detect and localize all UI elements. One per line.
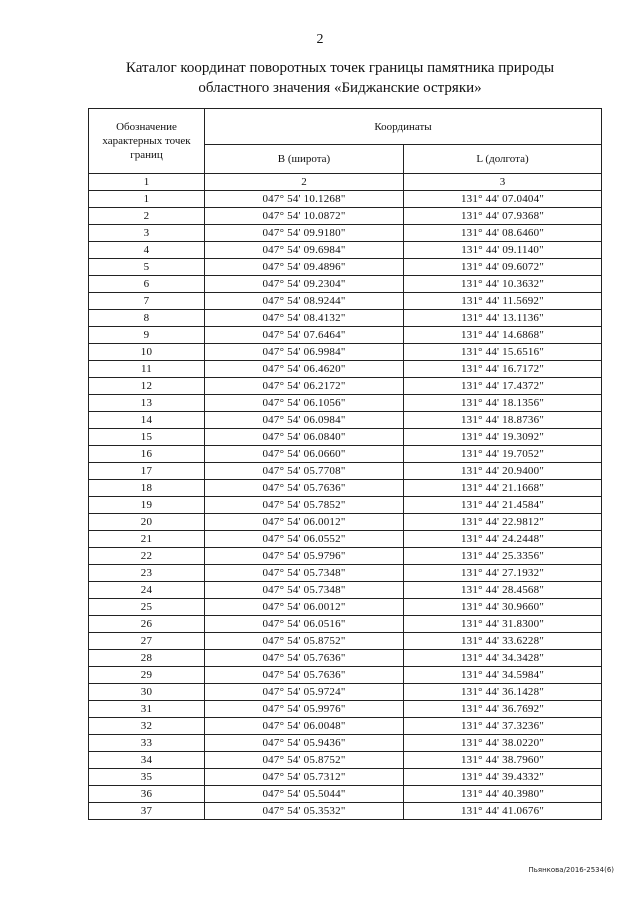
- point-number-cell: 18: [89, 480, 205, 497]
- table-row: [89, 361, 602, 378]
- table-row: [89, 412, 602, 429]
- latitude-cell: 047° 54' 07.6464": [205, 327, 404, 344]
- table-row: [89, 225, 602, 242]
- column-number-2: 2: [205, 174, 404, 191]
- longitude-cell: 131° 44' 15.6516": [404, 344, 602, 361]
- latitude-cell: 047° 54' 05.3532": [205, 803, 404, 820]
- longitude-cell: 131° 44' 07.0404": [404, 191, 602, 208]
- table-row: [89, 803, 602, 820]
- table-row: [89, 650, 602, 667]
- latitude-cell: 047° 54' 06.9984": [205, 344, 404, 361]
- table-row: [89, 752, 602, 769]
- table-row: [89, 769, 602, 786]
- latitude-cell: 047° 54' 09.9180": [205, 225, 404, 242]
- point-number-cell: 9: [89, 327, 205, 344]
- longitude-cell: 131° 44' 18.1356": [404, 395, 602, 412]
- table-row: [89, 565, 602, 582]
- point-number-cell: 23: [89, 565, 205, 582]
- table-row: [89, 548, 602, 565]
- point-number-cell: 35: [89, 769, 205, 786]
- point-number-cell: 19: [89, 497, 205, 514]
- table-row: [89, 429, 602, 446]
- longitude-cell: 131° 44' 25.3356": [404, 548, 602, 565]
- latitude-cell: 047° 54' 05.9436": [205, 735, 404, 752]
- table-row: [89, 242, 602, 259]
- table-row: [89, 735, 602, 752]
- latitude-cell: 047° 54' 06.0552": [205, 531, 404, 548]
- latitude-cell: 047° 54' 05.7636": [205, 667, 404, 684]
- longitude-cell: 131° 44' 22.9812": [404, 514, 602, 531]
- point-number-cell: 17: [89, 463, 205, 480]
- latitude-cell: 047° 54' 09.2304": [205, 276, 404, 293]
- table-row: [89, 616, 602, 633]
- longitude-cell: 131° 44' 27.1932": [404, 565, 602, 582]
- table-row: [89, 684, 602, 701]
- table-row: [89, 514, 602, 531]
- table-row: [89, 208, 602, 225]
- page-number: 2: [316, 32, 324, 47]
- footer-reference: Пьянкова/2016-2534(6): [528, 866, 614, 874]
- point-number-cell: 37: [89, 803, 205, 820]
- point-number-cell: 25: [89, 599, 205, 616]
- column-number-1: 1: [89, 174, 205, 191]
- longitude-cell: 131° 44' 14.6868": [404, 327, 602, 344]
- longitude-cell: 131° 44' 34.3428": [404, 650, 602, 667]
- table-row: [89, 259, 602, 276]
- point-number-cell: 8: [89, 310, 205, 327]
- point-number-cell: 24: [89, 582, 205, 599]
- longitude-cell: 131° 44' 31.8300": [404, 616, 602, 633]
- coordinates-table: [88, 108, 602, 820]
- point-number-cell: 26: [89, 616, 205, 633]
- table-row: [89, 276, 602, 293]
- point-number-cell: 27: [89, 633, 205, 650]
- point-number-cell: 29: [89, 667, 205, 684]
- longitude-cell: 131° 44' 13.1136": [404, 310, 602, 327]
- latitude-cell: 047° 54' 06.0012": [205, 514, 404, 531]
- table-body: [89, 191, 602, 820]
- point-number-cell: 21: [89, 531, 205, 548]
- column-number-3: 3: [404, 174, 602, 191]
- latitude-cell: 047° 54' 09.6984": [205, 242, 404, 259]
- latitude-cell: 047° 54' 06.2172": [205, 378, 404, 395]
- latitude-cell: 047° 54' 05.8752": [205, 752, 404, 769]
- longitude-cell: 131° 44' 17.4372": [404, 378, 602, 395]
- table-row: [89, 446, 602, 463]
- point-number-cell: 5: [89, 259, 205, 276]
- table-row: [89, 531, 602, 548]
- latitude-cell: 047° 54' 06.0660": [205, 446, 404, 463]
- longitude-cell: 131° 44' 09.6072": [404, 259, 602, 276]
- table-row: [89, 599, 602, 616]
- point-number-cell: 34: [89, 752, 205, 769]
- latitude-cell: 047° 54' 05.9796": [205, 548, 404, 565]
- longitude-cell: 131° 44' 41.0676": [404, 803, 602, 820]
- point-number-cell: 1: [89, 191, 205, 208]
- latitude-cell: 047° 54' 10.1268": [205, 191, 404, 208]
- point-number-cell: 3: [89, 225, 205, 242]
- table-row: [89, 667, 602, 684]
- longitude-cell: 131° 44' 07.9368": [404, 208, 602, 225]
- longitude-cell: 131° 44' 16.7172": [404, 361, 602, 378]
- table-row: [89, 310, 602, 327]
- latitude-cell: 047° 54' 05.7636": [205, 650, 404, 667]
- longitude-cell: 131° 44' 38.7960": [404, 752, 602, 769]
- title-line-1: Каталог координат поворотных точек границы памятника природы: [125, 60, 555, 76]
- point-number-cell: 33: [89, 735, 205, 752]
- latitude-cell: 047° 54' 05.9724": [205, 684, 404, 701]
- latitude-cell: 047° 54' 09.4896": [205, 259, 404, 276]
- longitude-cell: 131° 44' 39.4332": [404, 769, 602, 786]
- point-number-cell: 31: [89, 701, 205, 718]
- longitude-cell: 131° 44' 30.9660": [404, 599, 602, 616]
- latitude-cell: 047° 54' 05.7348": [205, 582, 404, 599]
- point-number-cell: 30: [89, 684, 205, 701]
- point-number-cell: 6: [89, 276, 205, 293]
- header-longitude: L (долгота): [404, 145, 602, 174]
- latitude-cell: 047° 54' 06.0984": [205, 412, 404, 429]
- point-number-cell: 22: [89, 548, 205, 565]
- header-latitude: B (широта): [205, 145, 404, 174]
- longitude-cell: 131° 44' 34.5984": [404, 667, 602, 684]
- latitude-cell: 047° 54' 05.7312": [205, 769, 404, 786]
- table-row: [89, 395, 602, 412]
- longitude-cell: 131° 44' 10.3632": [404, 276, 602, 293]
- point-number-cell: 32: [89, 718, 205, 735]
- longitude-cell: 131° 44' 24.2448": [404, 531, 602, 548]
- title-line-2: областного значения «Биджанские остряки»: [198, 80, 482, 96]
- point-number-cell: 11: [89, 361, 205, 378]
- point-number-cell: 15: [89, 429, 205, 446]
- latitude-cell: 047° 54' 06.4620": [205, 361, 404, 378]
- point-number-cell: 16: [89, 446, 205, 463]
- longitude-cell: 131° 44' 33.6228": [404, 633, 602, 650]
- point-number-cell: 14: [89, 412, 205, 429]
- header-coordinates: Координаты: [205, 109, 602, 145]
- point-number-cell: 10: [89, 344, 205, 361]
- longitude-cell: 131° 44' 09.1140": [404, 242, 602, 259]
- table-row: [89, 701, 602, 718]
- latitude-cell: 047° 54' 06.0048": [205, 718, 404, 735]
- longitude-cell: 131° 44' 11.5692": [404, 293, 602, 310]
- longitude-cell: 131° 44' 21.1668": [404, 480, 602, 497]
- table-row: [89, 718, 602, 735]
- table-row: [89, 327, 602, 344]
- table-row: [89, 293, 602, 310]
- latitude-cell: 047° 54' 06.1056": [205, 395, 404, 412]
- point-number-cell: 28: [89, 650, 205, 667]
- longitude-cell: 131° 44' 19.7052": [404, 446, 602, 463]
- table-row: [89, 497, 602, 514]
- longitude-cell: 131° 44' 36.7692": [404, 701, 602, 718]
- latitude-cell: 047° 54' 06.0012": [205, 599, 404, 616]
- longitude-cell: 131° 44' 20.9400": [404, 463, 602, 480]
- point-number-cell: 2: [89, 208, 205, 225]
- header-point-designation: Обозначение характерных точек границ: [89, 109, 205, 174]
- latitude-cell: 047° 54' 05.9976": [205, 701, 404, 718]
- latitude-cell: 047° 54' 05.5044": [205, 786, 404, 803]
- longitude-cell: 131° 44' 08.6460": [404, 225, 602, 242]
- table-row: [89, 786, 602, 803]
- latitude-cell: 047° 54' 05.7636": [205, 480, 404, 497]
- table-row: [89, 378, 602, 395]
- point-number-cell: 20: [89, 514, 205, 531]
- point-number-cell: 7: [89, 293, 205, 310]
- table-row: [89, 480, 602, 497]
- longitude-cell: 131° 44' 21.4584": [404, 497, 602, 514]
- point-number-cell: 12: [89, 378, 205, 395]
- point-number-cell: 4: [89, 242, 205, 259]
- table-row: [89, 191, 602, 208]
- latitude-cell: 047° 54' 08.9244": [205, 293, 404, 310]
- table-row: [89, 344, 602, 361]
- longitude-cell: 131° 44' 37.3236": [404, 718, 602, 735]
- table-row: [89, 463, 602, 480]
- latitude-cell: 047° 54' 05.8752": [205, 633, 404, 650]
- point-number-cell: 13: [89, 395, 205, 412]
- latitude-cell: 047° 54' 05.7348": [205, 565, 404, 582]
- latitude-cell: 047° 54' 05.7708": [205, 463, 404, 480]
- longitude-cell: 131° 44' 40.3980": [404, 786, 602, 803]
- latitude-cell: 047° 54' 10.0872": [205, 208, 404, 225]
- latitude-cell: 047° 54' 06.0516": [205, 616, 404, 633]
- latitude-cell: 047° 54' 08.4132": [205, 310, 404, 327]
- point-number-cell: 36: [89, 786, 205, 803]
- table-row: [89, 633, 602, 650]
- longitude-cell: 131° 44' 38.0220": [404, 735, 602, 752]
- latitude-cell: 047° 54' 05.7852": [205, 497, 404, 514]
- document-title: [60, 58, 620, 98]
- longitude-cell: 131° 44' 19.3092": [404, 429, 602, 446]
- longitude-cell: 131° 44' 28.4568": [404, 582, 602, 599]
- latitude-cell: 047° 54' 06.0840": [205, 429, 404, 446]
- table-row: [89, 582, 602, 599]
- longitude-cell: 131° 44' 18.8736": [404, 412, 602, 429]
- longitude-cell: 131° 44' 36.1428": [404, 684, 602, 701]
